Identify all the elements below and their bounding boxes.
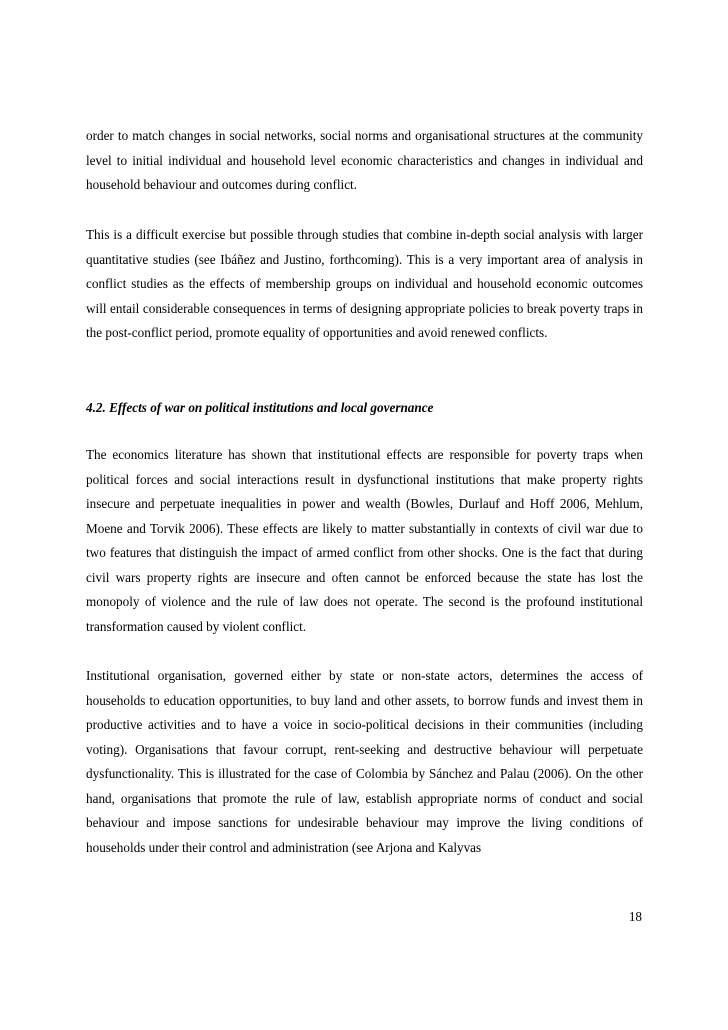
section-heading: 4.2. Effects of war on political institutions and local governance xyxy=(86,400,434,415)
paragraph-institutional-organisation: Institutional organisation, governed either by state or non-state actors, determines the access of households to education opportunities, to buy land and other assets, to borrow funds and invest them in productive activities and to have a voice in socio-political decisions in their communities (including voting). Organisations that favour corrupt, rent-seeking and destructive behaviour will perpetuate dysfunctionality. This is illustrated for the case of Colombia by Sánchez and Palau (2006). On the other hand, organisations that promote the rule of law, establish appropriate norms of conduct and social behaviour and impose sanctions for undesirable behaviour may improve the living conditions of households under their control and administration (see Arjona and Kalyvas xyxy=(86,668,643,855)
paragraph-difficult-exercise: This is a difficult exercise but possible through studies that combine in-depth social analysis with larger quantitative studies (see Ibáñez and Justino, forthcoming). This is a very important area of analysis in conflict studies as the effects of membership groups on individual and household economic outcomes will entail considerable consequences in terms of designing appropriate policies to break poverty traps in the post-conflict period, promote equality of opportunities and avoid renewed conflicts. xyxy=(86,227,643,340)
page-number: 18 xyxy=(628,909,642,924)
paragraph-economics-literature: The economics literature has shown that institutional effects are responsible for poverty traps when political forces and social interactions result in dysfunctional institutions that make property rights insecure and perpetuate inequalities in power and wealth (Bowles, Durlauf and Hoff 2006, Mehlum, Moene and Torvik 2006). These effects are likely to matter substantially in contexts of civil war due to two features that distinguish the impact of armed conflict from other shocks. One is the fact that during civil wars property rights are insecure and often cannot be enforced because the state has lost the monopoly of violence and the rule of law does not operate. The second is the profound institutional transformation caused by violent conflict. xyxy=(86,447,643,634)
paragraph-continuation: order to match changes in social networks, social norms and organisational structures at the community level to initial individual and household level economic characteristics and changes in individual and household behaviour and outcomes during conflict. xyxy=(86,128,643,192)
